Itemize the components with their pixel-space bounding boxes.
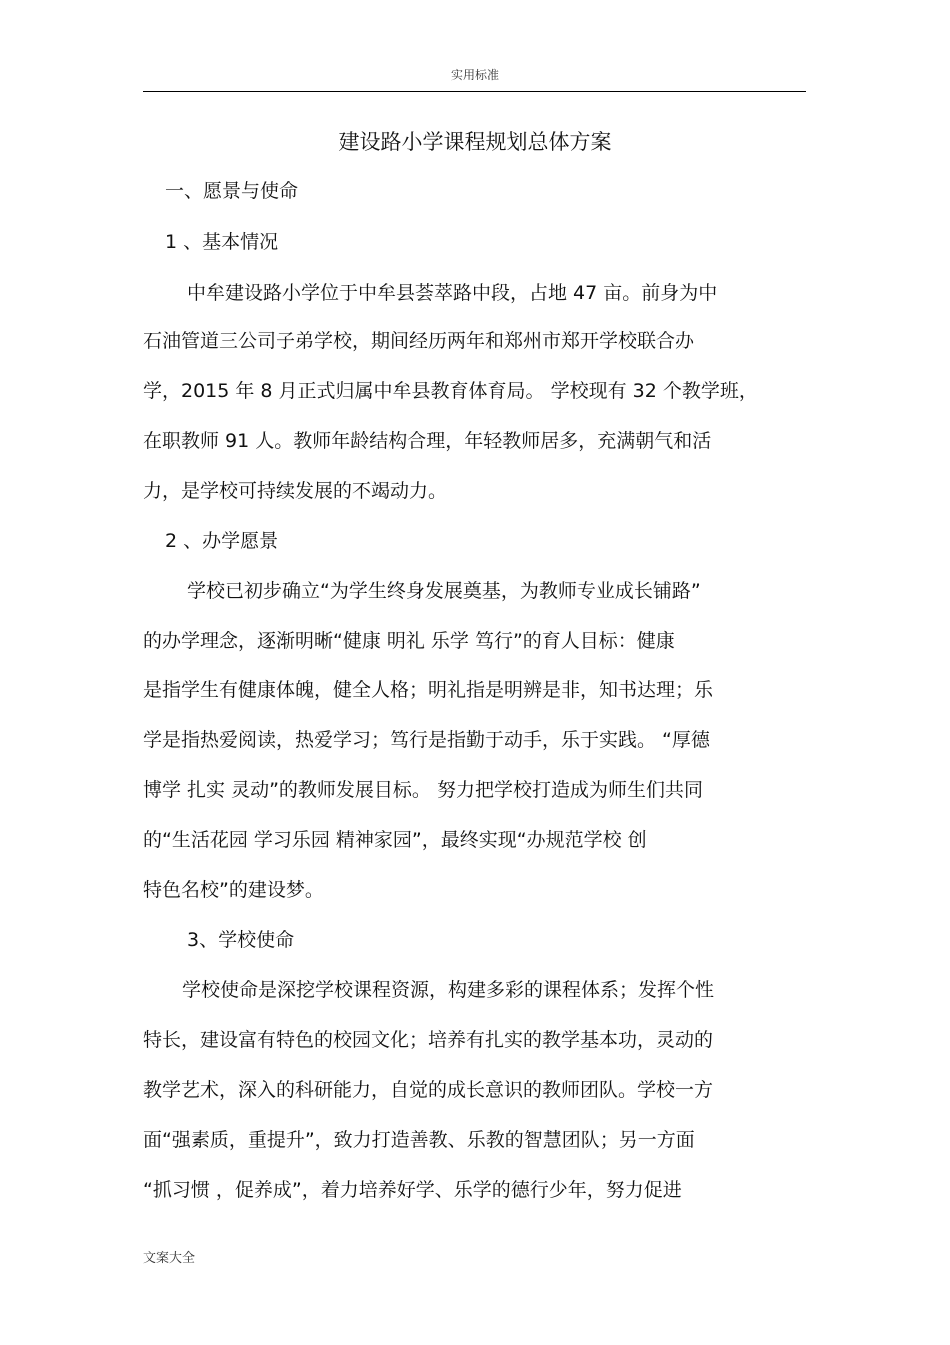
paragraph-line: 学校使命是深挖学校课程资源，构建多彩的课程体系；发挥个性	[182, 979, 715, 1001]
document-title: 建设路小学课程规划总体方案	[338, 130, 612, 154]
paragraph-line: 特色名校”的建设梦。	[143, 879, 324, 901]
paragraph-line: 中牟建设路小学位于中牟县荟萃路中段，占地 47 亩。前身为中	[187, 282, 718, 304]
paragraph-line: 学是指热爱阅读，热爱学习；笃行是指勤于动手，乐于实践。 “厚德	[143, 729, 710, 751]
paragraph-line: 面“强素质，重提升”，致力打造善教、乐教的智慧团队；另一方面	[143, 1129, 695, 1151]
page-header-label: 实用标准	[450, 68, 499, 82]
paragraph-line: 的办学理念，逐渐明晰“健康 明礼 乐学 笃行”的育人目标：健康	[143, 630, 675, 652]
paragraph-line: 是指学生有健康体魄，健全人格；明礼指是明辨是非，知书达理；乐	[143, 679, 714, 701]
subheading-basic-situation: 1 、基本情况	[165, 231, 279, 253]
heading-vision-mission: 一、愿景与使命	[165, 180, 299, 202]
page-footer-label: 文案大全	[143, 1251, 196, 1266]
paragraph-line: 在职教师 91 人。教师年龄结构合理，年轻教师居多，充满朝气和活	[143, 430, 712, 452]
subheading-school-mission: 3、学校使命	[187, 929, 295, 951]
paragraph-line: “抓习惯 ，促养成”，着力培养好学、乐学的德行少年，努力促进	[143, 1179, 682, 1201]
subheading-school-vision: 2 、办学愿景	[165, 530, 279, 552]
paragraph-line: 学，2015 年 8 月正式归属中牟县教育体育局。 学校现有 32 个教学班，	[143, 380, 758, 402]
paragraph-line: 教学艺术，深入的科研能力，自觉的成长意识的教师团队。学校一方	[143, 1079, 714, 1101]
paragraph-line: 学校已初步确立“为学生终身发展奠基，为教师专业成长铺路”	[187, 580, 701, 602]
paragraph-line: 石油管道三公司子弟学校，期间经历两年和郑州市郑开学校联合办	[143, 330, 695, 352]
paragraph-line: 力，是学校可持续发展的不竭动力。	[143, 480, 448, 502]
paragraph-line: 特长，建设富有特色的校园文化；培养有扎实的教学基本功，灵动的	[143, 1029, 714, 1051]
header-divider	[143, 91, 806, 92]
paragraph-line: 的“生活花园 学习乐园 精神家园”，最终实现“办规范学校 创	[143, 829, 647, 851]
paragraph-line: 博学 扎实 灵动”的教师发展目标。 努力把学校打造成为师生们共同	[143, 779, 703, 801]
